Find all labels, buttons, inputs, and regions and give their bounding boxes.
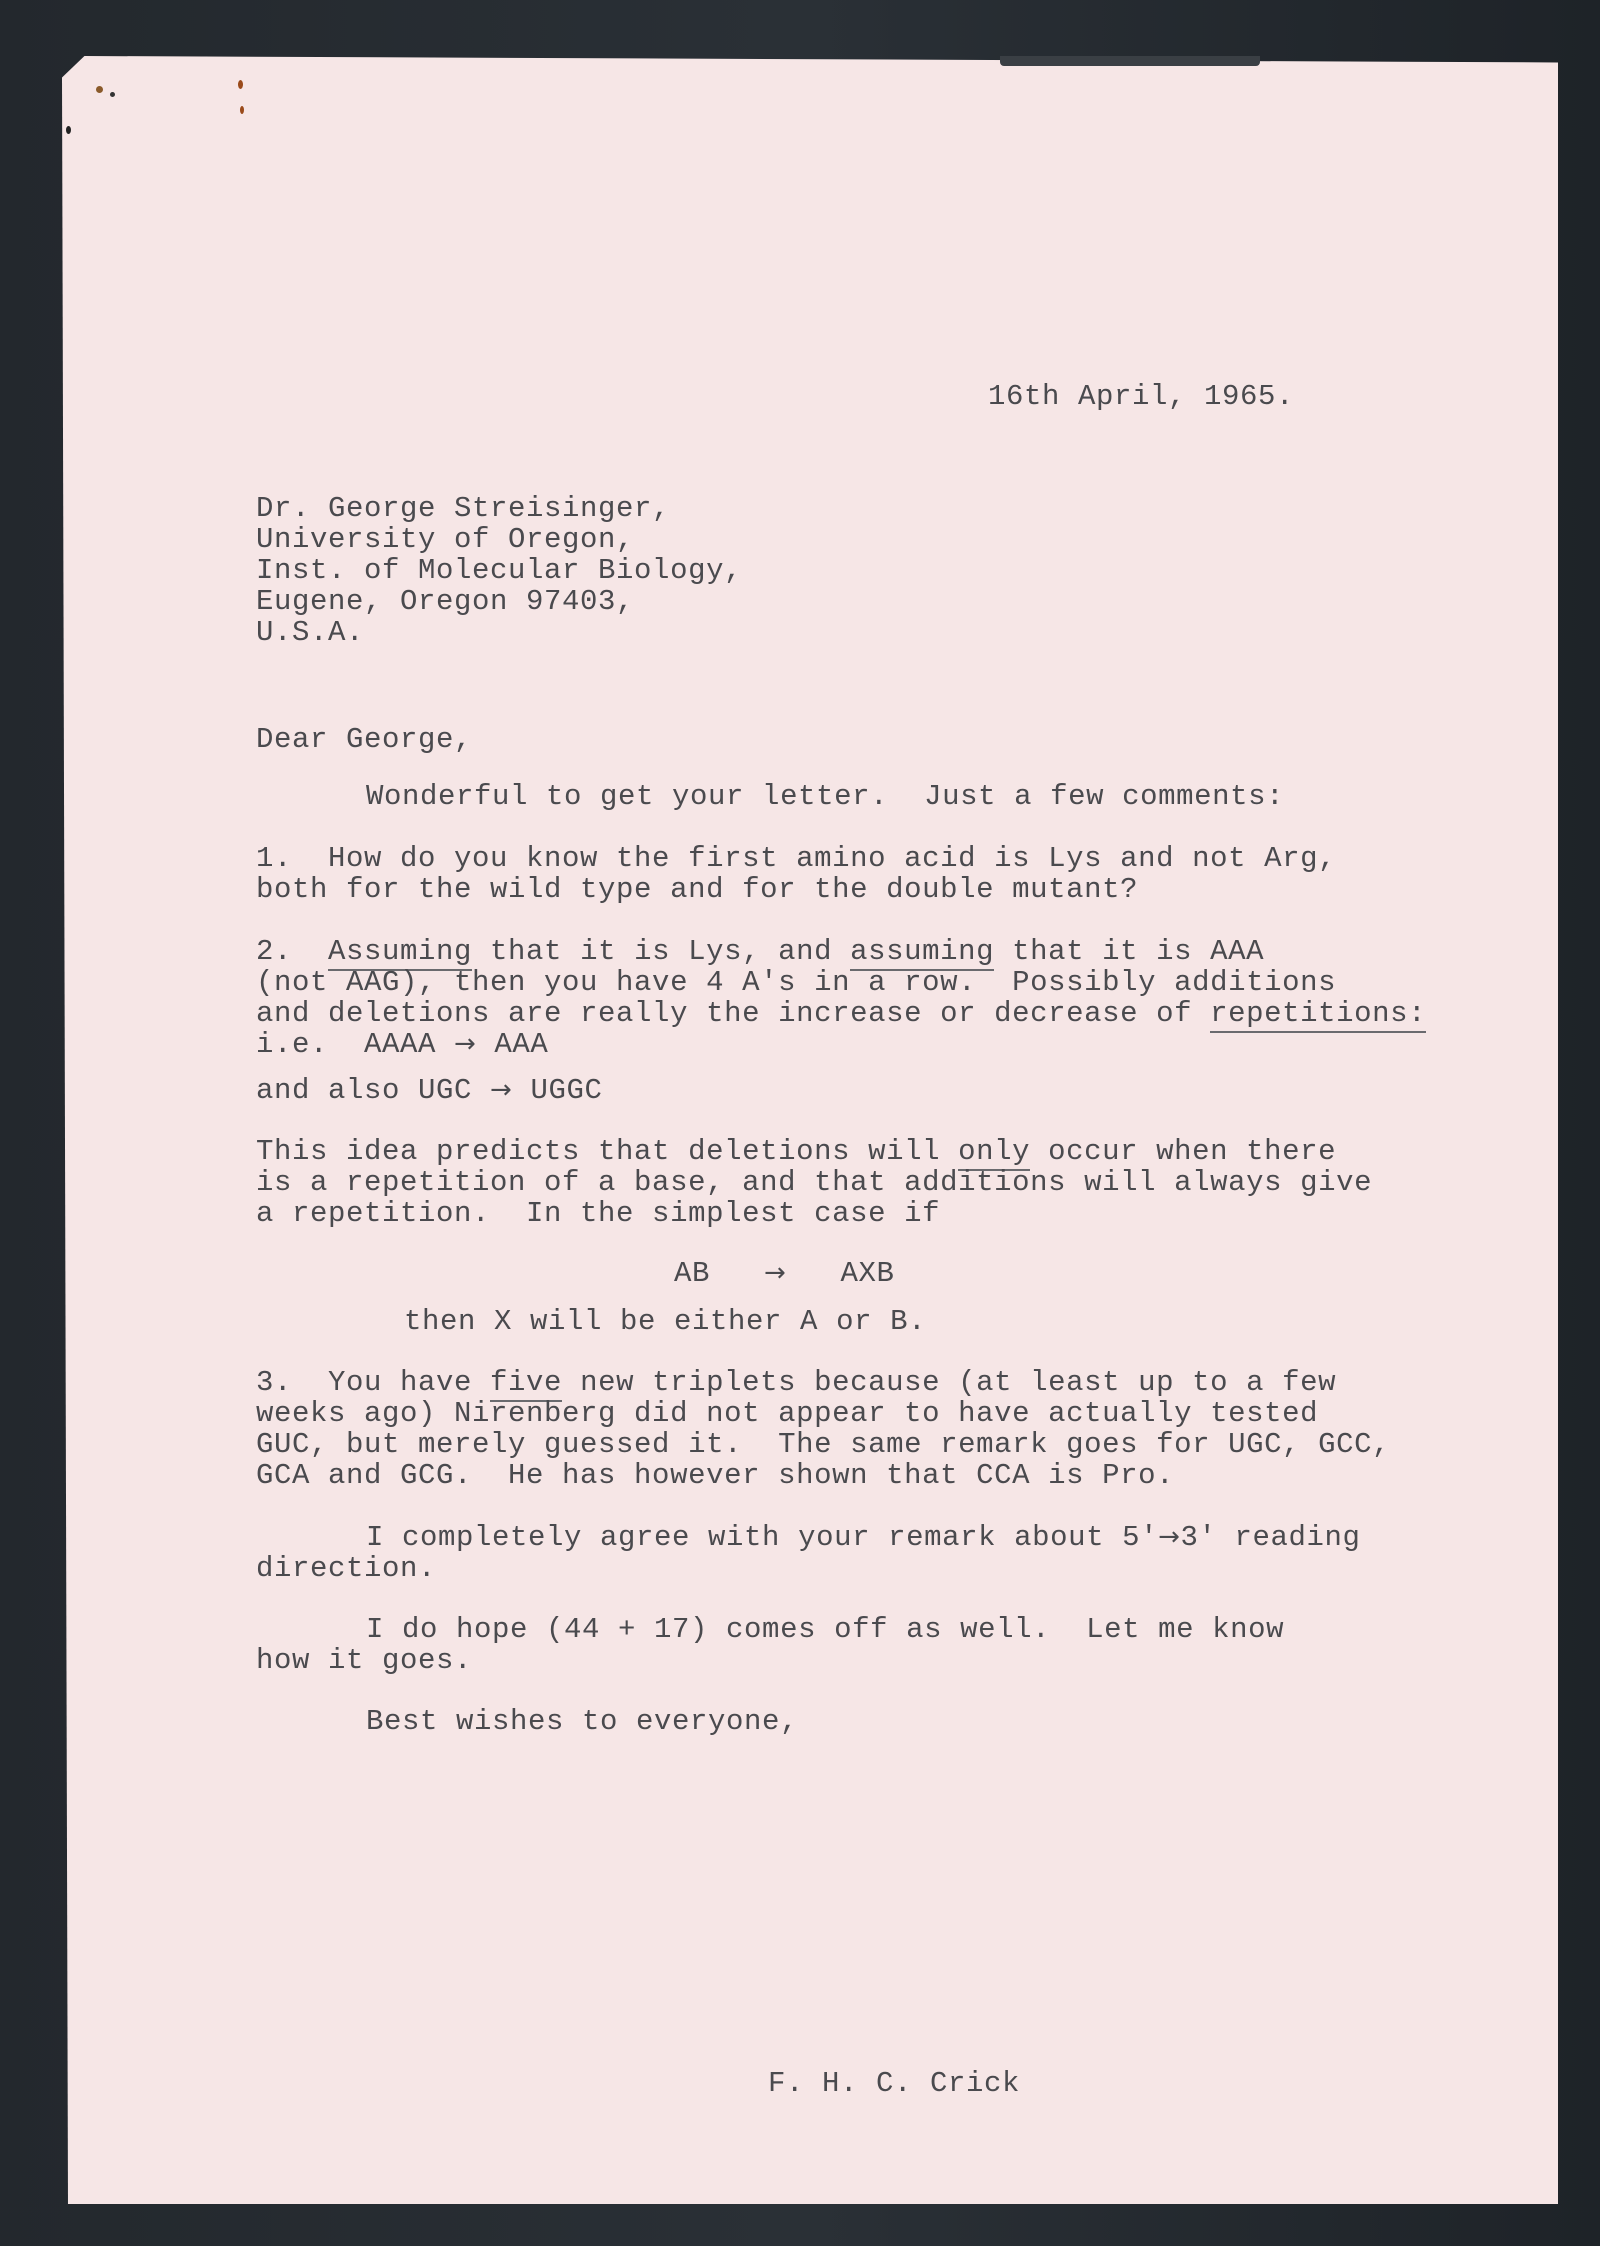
idea-text: occur when there: [1030, 1135, 1337, 1168]
point2-line3: [256, 998, 1426, 1029]
point2-text: i.e. AAAA: [256, 1028, 455, 1061]
paper-mark: [110, 92, 115, 97]
underlined-repetitions: repetitions:: [1210, 997, 1426, 1033]
closing: Best wishes to everyone,: [366, 1705, 799, 1738]
point2-text: AAA: [476, 1028, 549, 1061]
address-line-city: Eugene, Oregon 97403,: [256, 585, 635, 618]
para5-line1: I do hope (44 + 17) comes off as well. Let me know: [366, 1613, 1285, 1646]
paper-mark: [96, 86, 103, 93]
letter-date: 16th April, 1965.: [988, 380, 1295, 413]
address-line-name: Dr. George Streisinger,: [256, 492, 671, 525]
point3-line1: [256, 1367, 1336, 1398]
arrow-icon: →: [454, 1029, 477, 1059]
letter-paper: [62, 56, 1558, 2204]
point2-text: that it is AAA: [994, 935, 1265, 968]
underlined-only: only: [958, 1135, 1030, 1171]
intro-line: Wonderful to get your letter. Just a few comments:: [366, 780, 1285, 813]
underlined-five: five: [490, 1366, 562, 1402]
arrow-icon: →: [764, 1258, 787, 1288]
idea-text: This idea predicts that deletions will: [256, 1135, 959, 1168]
formula: [674, 1258, 894, 1289]
point3-line3: GUC, but merely guessed it. The same remark goes for UGC, GCC,: [256, 1428, 1391, 1461]
point2-text: UGGC: [512, 1074, 603, 1107]
idea-line1: [256, 1136, 1336, 1167]
para4-line1: [366, 1522, 1361, 1553]
point2-number: 2.: [256, 935, 329, 968]
point2-text: that it is Lys, and: [472, 935, 851, 968]
point2-line2: (not AAG), then you have 4 A's in a row. Possibly additions: [256, 966, 1337, 999]
para4-line2: direction.: [256, 1552, 437, 1585]
signature: F. H. C. Crick: [768, 2067, 1021, 2100]
formula-right: AXB: [840, 1257, 895, 1290]
point3-line4: GCA and GCG. He has however shown that CCA is Pro.: [256, 1459, 1175, 1492]
point3-line2: weeks ago) Nirenberg did not appear to have actually tested: [256, 1397, 1319, 1430]
formula-result: then X will be either A or B.: [404, 1305, 927, 1338]
address-line-university: University of Oregon,: [256, 523, 635, 556]
point3-text: 3. You have: [256, 1366, 491, 1399]
point2-text: and deletions are really the increase or decrease of: [256, 997, 1211, 1030]
point3-text: new triplets because (at least up to a few: [562, 1366, 1337, 1399]
para4-text: I completely agree with your remark about 5': [366, 1521, 1159, 1554]
point2-line4: [256, 1029, 548, 1060]
point1-line1: 1. How do you know the first amino acid is Lys and not Arg,: [256, 842, 1337, 875]
para5-line2: how it goes.: [256, 1644, 473, 1677]
point2-line1: [256, 936, 1264, 967]
arrow-icon: →: [490, 1075, 513, 1105]
address-line-institute: Inst. of Molecular Biology,: [256, 554, 743, 587]
salutation: Dear George,: [256, 723, 473, 756]
arrow-icon: →: [1158, 1522, 1181, 1552]
formula-left: AB: [674, 1257, 711, 1290]
paper-mark: [238, 80, 243, 89]
para4-text: 3' reading: [1180, 1521, 1361, 1554]
idea-line3: a repetition. In the simplest case if: [256, 1197, 941, 1230]
underlined-assuming: assuming: [850, 935, 994, 971]
point2-text: and also UGC: [256, 1074, 491, 1107]
paper-mark: [66, 126, 71, 134]
idea-line2: is a repetition of a base, and that additions will always give: [256, 1166, 1373, 1199]
point2-line5: [256, 1075, 602, 1106]
paper-mark: [240, 106, 244, 114]
paper-holder-strip: [1000, 56, 1260, 66]
point1-line2: both for the wild type and for the double mutant?: [256, 873, 1139, 906]
address-line-country: U.S.A.: [256, 616, 365, 649]
underlined-assuming: Assuming: [328, 935, 472, 971]
